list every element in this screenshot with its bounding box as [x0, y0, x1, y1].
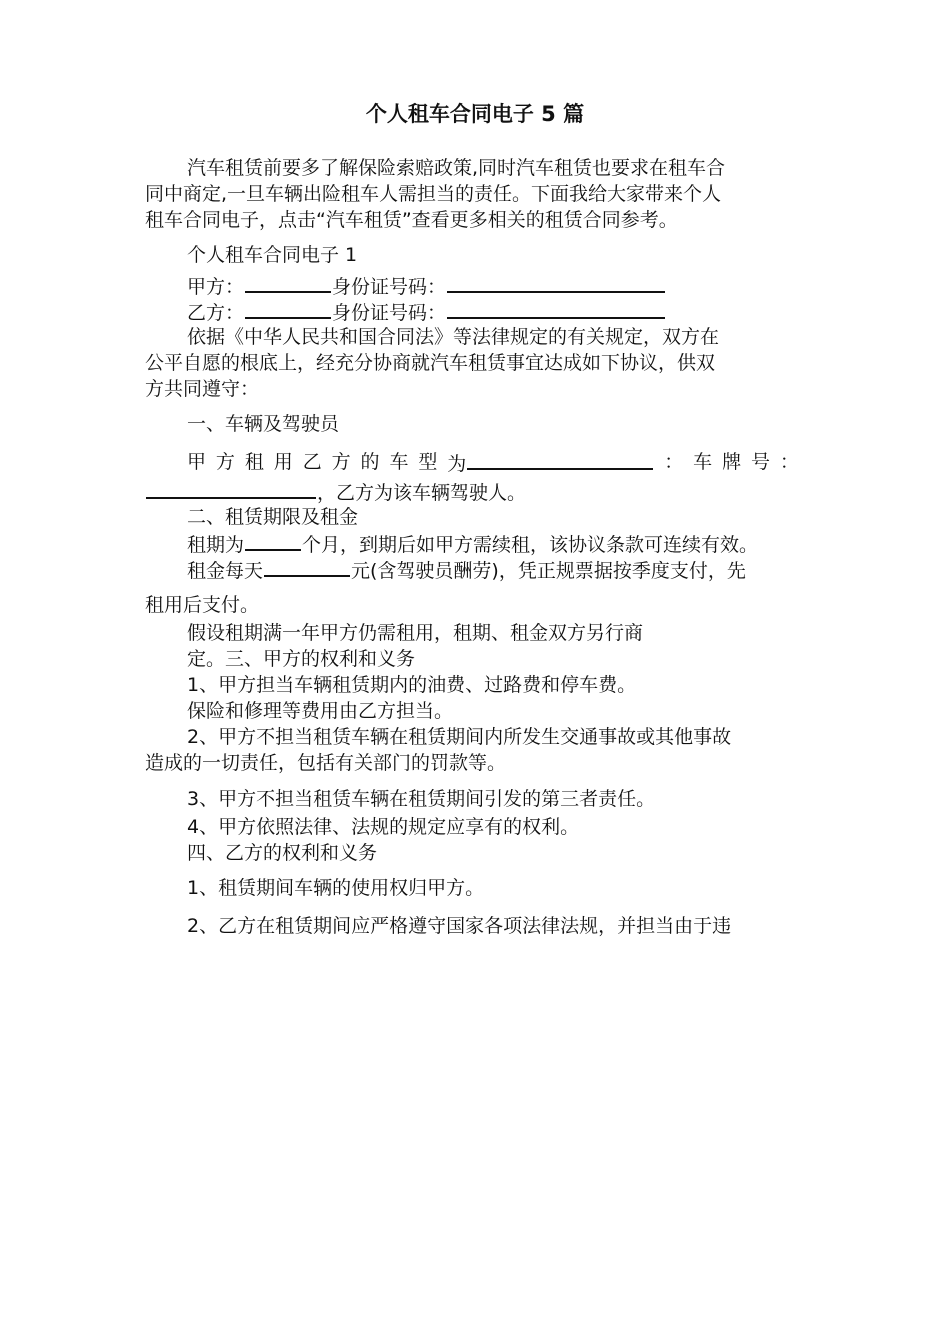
- rent-amount-blank[interactable]: [264, 556, 350, 577]
- party-b-id-blank[interactable]: [447, 298, 665, 319]
- party-a-id-blank[interactable]: [447, 272, 665, 293]
- vehicle-type-cell: [447, 449, 654, 477]
- basis-line-1: 依据《中华人民共和国合同法》等法律规定的有关规定，双方在: [187, 326, 720, 348]
- term-months-blank[interactable]: [245, 530, 301, 551]
- term-label: 租期为: [187, 534, 245, 556]
- term-line: [187, 530, 758, 558]
- plate-number-line: [145, 478, 526, 506]
- intro-line-2: 同中商定,一旦车辆出险租车人需担当的责任。下面我给大家带来个人: [145, 183, 722, 205]
- party-b-duty-2: 2、乙方在租赁期间应严格遵守国家各项法律法规，并担当由于违: [187, 915, 732, 937]
- party-a-duty-2-line-2: 造成的一切责任，包括有关部门的罚款等。: [145, 752, 507, 774]
- vehicle-line-char: 为: [447, 453, 467, 475]
- party-b-name-blank[interactable]: [245, 298, 331, 319]
- section-2-title: 二、租赁期限及租金: [187, 506, 359, 528]
- party-b-line: [187, 298, 666, 326]
- document-title: 个人租车合同电子 5 篇: [365, 102, 585, 126]
- vehicle-line-char: 车: [389, 451, 409, 473]
- rent-label: 租金每天: [187, 560, 264, 582]
- vehicle-line-colon: ：: [664, 451, 684, 473]
- basis-line-3: 方共同遵守：: [145, 378, 260, 400]
- party-b-label: 乙方：: [187, 302, 245, 324]
- term-text: 个月，到期后如甲方需续租，该协议条款可连续有效。: [302, 534, 759, 556]
- section-1-title: 一、车辆及驾驶员: [187, 413, 340, 435]
- party-a-duty-4: 4、甲方依照法律、法规的规定应享有的权利。: [187, 816, 580, 838]
- plate-number-blank[interactable]: [146, 478, 316, 499]
- party-a-id-label: 身份证号码：: [332, 276, 447, 298]
- party-b-duty-1: 1、租赁期间车辆的使用权归甲方。: [187, 877, 485, 899]
- vehicle-line-char: 甲: [187, 451, 207, 473]
- party-a-duty-1-cont: 保险和修理等费用由乙方担当。: [187, 700, 454, 722]
- plate-label-char: ：: [779, 451, 799, 473]
- party-a-duty-1: 1、甲方担当车辆租赁期内的油费、过路费和停车费。: [187, 674, 637, 696]
- driver-note: ，乙方为该车辆驾驶人。: [317, 482, 527, 504]
- party-a-line: [187, 272, 666, 300]
- vehicle-line-char: 方: [331, 451, 351, 473]
- plate-label-char: 车: [693, 451, 713, 473]
- vehicle-line-char: 的: [360, 451, 380, 473]
- vehicle-line-char: 租: [244, 451, 264, 473]
- vehicle-type-blank[interactable]: [467, 449, 653, 470]
- vehicle-type-line: [187, 449, 799, 477]
- party-b-id-label: 身份证号码：: [332, 302, 447, 324]
- vehicle-line-char: 型: [418, 451, 438, 473]
- section-4-title: 四、乙方的权利和义务: [187, 842, 378, 864]
- plate-label-char: 号: [750, 451, 770, 473]
- intro-line-3: 租车合同电子，点击“汽车租赁”查看更多相关的租赁合同参考。: [145, 209, 678, 231]
- contract-heading: 个人租车合同电子 1: [187, 244, 358, 266]
- party-a-duty-3: 3、甲方不担当租赁车辆在租赁期间引发的第三者责任。: [187, 788, 656, 810]
- vehicle-line-char: 方: [215, 451, 235, 473]
- party-a-name-blank[interactable]: [245, 272, 331, 293]
- plate-label-char: 牌: [722, 451, 742, 473]
- rent-line: [187, 556, 746, 584]
- vehicle-line-char: 乙: [302, 451, 322, 473]
- party-a-label: 甲方：: [187, 276, 245, 298]
- renew-line-2: 定。三、甲方的权利和义务: [187, 648, 416, 670]
- vehicle-line-char: 用: [273, 451, 293, 473]
- rent-line-cont: 租用后支付。: [145, 594, 260, 616]
- basis-line-2: 公平自愿的根底上，经充分协商就汽车租赁事宜达成如下协议，供双: [145, 352, 716, 374]
- party-a-duty-2-line-1: 2、甲方不担当租赁车辆在租赁期间内所发生交通事故或其他事故: [187, 726, 732, 748]
- intro-line-1: 汽车租赁前要多了解保险索赔政策,同时汽车租赁也要求在租车合: [187, 157, 726, 179]
- renew-line-1: 假设租期满一年甲方仍需租用，租期、租金双方另行商: [187, 622, 644, 644]
- rent-text: 元(含驾驶员酬劳)，凭正规票据按季度支付，先: [351, 560, 746, 582]
